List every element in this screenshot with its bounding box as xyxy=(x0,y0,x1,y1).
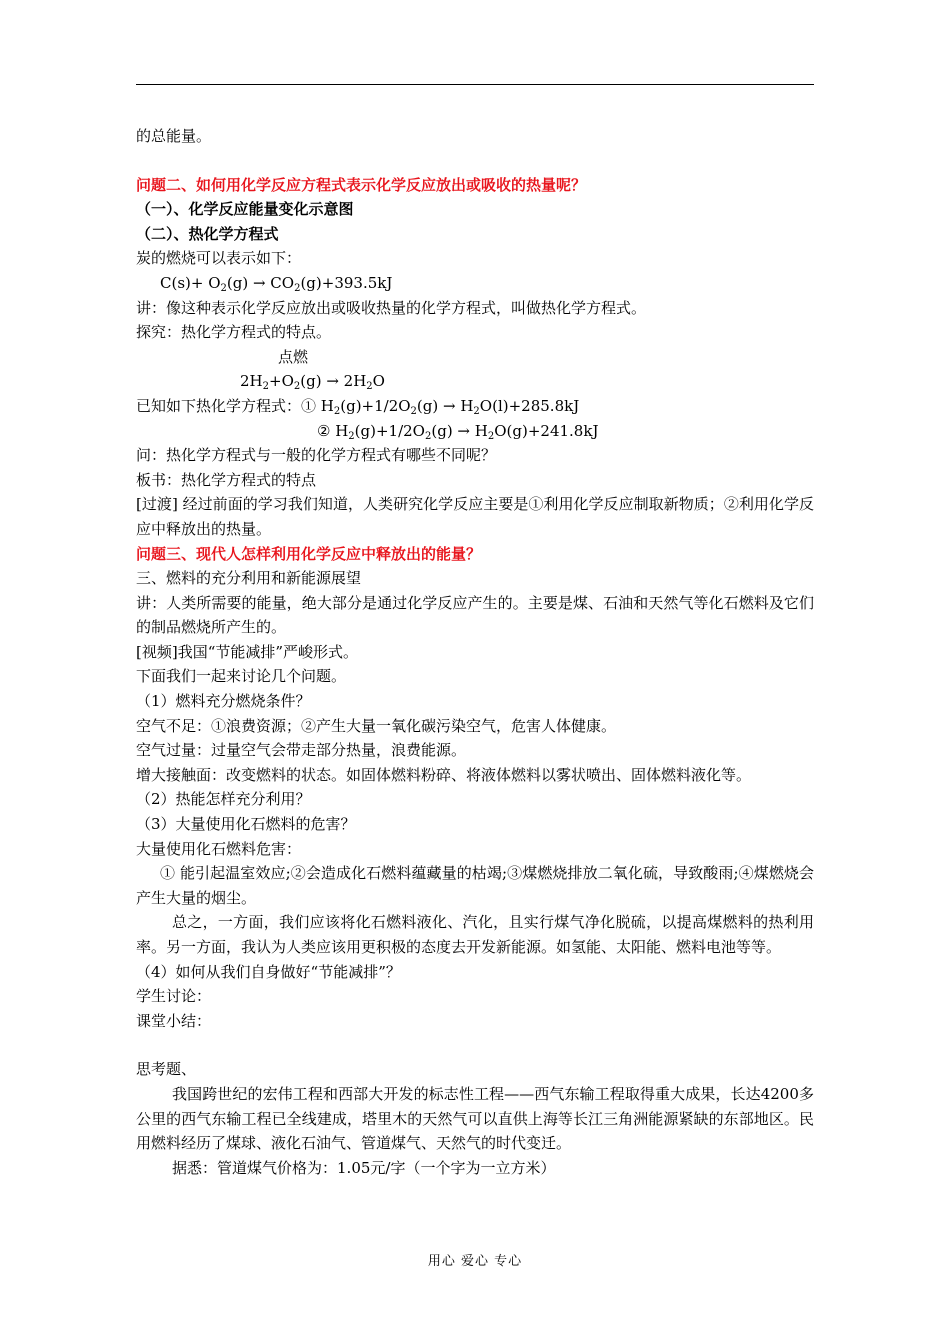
paragraph: 总之，一方面，我们应该将化石燃料液化、汽化，且实行煤气净化脱硫，以提高煤燃料的热利用率。另一方面，我认为人类应该用更积极的态度去开发新能源。如氢能、太阳能、燃料电池等等。 xyxy=(136,913,814,956)
page-footer: 用心 爱心 专心 xyxy=(427,1254,523,1269)
section-heading-2: （二）、热化学方程式 xyxy=(136,224,279,243)
paragraph: 讲：像这种表示化学反应放出或吸收热量的化学方程式，叫做热化学方程式。 xyxy=(136,298,647,317)
paragraph: 我国跨世纪的宏伟工程和西部大开发的标志性工程——西气东输工程取得重大成果，长达4200多公里的西气东输工程已全线建成，塔里木的天然气可以直供上海等长江三角洲能源紧缺的东部地区。民用燃料经历了煤球、液化石油气、管道煤气、天然气的时代变迁。 xyxy=(136,1084,814,1153)
paragraph: 据悉：管道煤气价格为：1.05元/字（一个字为一立方米） xyxy=(172,1158,556,1177)
paragraph: [视频]我国“节能减排”严峻形式。 xyxy=(136,642,359,661)
paragraph: 三、燃料的充分利用和新能源展望 xyxy=(136,569,362,588)
paragraph: 学生讨论： xyxy=(136,987,212,1006)
paragraph: 板书：热化学方程式的特点 xyxy=(136,470,317,489)
paragraph: （1）燃料充分燃烧条件？ xyxy=(136,692,311,711)
paragraph: 探究：热化学方程式的特点。 xyxy=(136,323,332,342)
paragraph: 问：热化学方程式与一般的化学方程式有哪些不同呢？ xyxy=(136,446,497,465)
document-body xyxy=(136,124,814,1180)
paragraph: （3）大量使用化石燃料的危害？ xyxy=(136,815,356,834)
paragraph: 的总能量。 xyxy=(136,127,212,145)
equation-hydrogen: $2H_2+O_2(g) \to 2H_2O$ xyxy=(240,372,385,393)
paragraph: 课堂小结： xyxy=(136,1011,212,1030)
thermo-equation-2: ② $H_2(g)+1/2O_2(g) \to H_2O(g)+241.8kJ$ xyxy=(317,421,599,442)
paragraph: 大量使用化石燃料危害： xyxy=(136,839,302,858)
paragraph: 讲：人类所需要的能量，绝大部分是通过化学反应产生的。主要是煤、石油和天然气等化石燃料及它们的制品燃烧所产生的。 xyxy=(136,593,814,637)
reaction-condition: 点燃 xyxy=(278,347,309,366)
equation-carbon: $C(s)+ O_2(g) \to CO_2(g)+393.5kJ$ xyxy=(160,273,393,294)
paragraph: 下面我们一起来讨论几个问题。 xyxy=(136,667,347,686)
paragraph: （4）如何从我们自身做好“节能减排”？ xyxy=(136,962,401,981)
paragraph: ① 能引起温室效应;②会造成化石燃料蕴藏量的枯竭;③煤燃烧排放二氧化硫，导致酸雨;④煤燃烧会产生大量的烟尘。 xyxy=(136,864,814,907)
header-rule xyxy=(136,84,814,85)
paragraph: 思考题、 xyxy=(136,1060,197,1079)
paragraph: 炭的燃烧可以表示如下： xyxy=(136,249,302,268)
question-two-heading: 问题二、如何用化学反应方程式表示化学反应放出或吸收的热量呢？ xyxy=(136,175,587,194)
question-three-heading: 问题三、现代人怎样利用化学反应中释放出的能量？ xyxy=(136,544,482,563)
paragraph: 空气不足：①浪费资源；②产生大量一氧化碳污染空气，危害人体健康。 xyxy=(136,716,617,735)
paragraph: 空气过量：过量空气会带走部分热量，浪费能源。 xyxy=(136,741,467,760)
thermo-equation-1: 已知如下热化学方程式：① $H_2(g)+1/2O_2(g) \to H_2O(l)+285.8kJ$ xyxy=(136,396,580,417)
section-heading-1: （一）、化学反应能量变化示意图 xyxy=(136,200,354,219)
paragraph: （2）热能怎样充分利用？ xyxy=(136,790,311,809)
paragraph: 增大接触面：改变燃料的状态。如固体燃料粉碎、将液体燃料以雾状喷出、固体燃料液化等。 xyxy=(136,765,752,784)
paragraph: [过渡] 经过前面的学习我们知道，人类研究化学反应主要是①利用化学反应制取新物质；②利用化学反应中释放出的热量。 xyxy=(136,495,814,538)
